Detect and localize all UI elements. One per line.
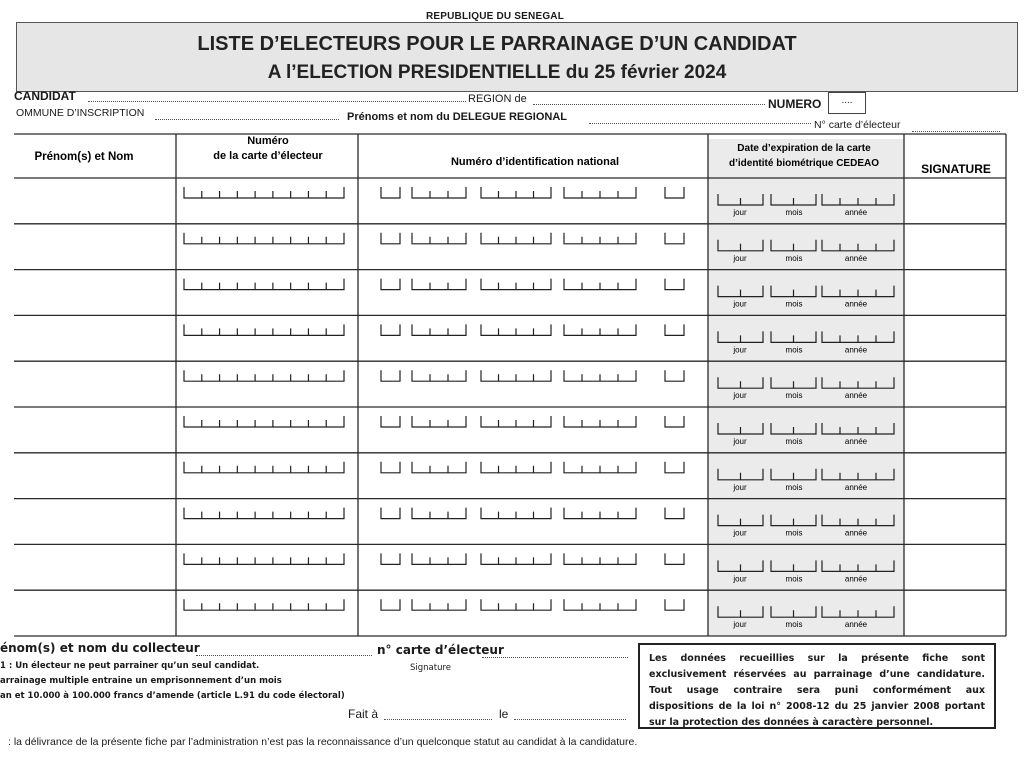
- commune-label: OMMUNE D’INSCRIPTION: [16, 107, 145, 119]
- nin-group-5[interactable]: [665, 324, 684, 335]
- nin-group-2[interactable]: [412, 233, 466, 244]
- date-label-0: jour: [733, 437, 747, 446]
- fait-a-label: Fait à: [348, 707, 379, 721]
- nin-group-3[interactable]: [481, 233, 551, 244]
- header-expiry-line2: d’identité biométrique CEDEAO: [728, 158, 880, 169]
- date-label-1: mois: [785, 253, 803, 263]
- voter-card-cells[interactable]: [184, 462, 344, 473]
- voter-card-cells[interactable]: [184, 279, 344, 290]
- nin-group-5[interactable]: [665, 370, 684, 381]
- date-label-1: mois: [785, 208, 803, 217]
- nin-group-1[interactable]: [381, 324, 400, 335]
- nin-group-2[interactable]: [412, 508, 466, 519]
- voter-card-cells[interactable]: [184, 553, 344, 564]
- collector-card-field[interactable]: [482, 657, 628, 658]
- nin-group-3[interactable]: [481, 324, 551, 335]
- nin-group-3[interactable]: [481, 508, 551, 519]
- nin-group-5[interactable]: [665, 187, 684, 198]
- date-label-0: jour: [733, 345, 747, 355]
- date-label-1: mois: [785, 437, 803, 446]
- nin-group-5[interactable]: [665, 279, 684, 290]
- nin-group-4[interactable]: [564, 508, 636, 519]
- date-label-1: mois: [785, 620, 803, 630]
- nin-group-3[interactable]: [481, 370, 551, 381]
- nin-group-4[interactable]: [564, 279, 636, 290]
- date-label-2: année: [844, 528, 868, 538]
- nin-group-1[interactable]: [381, 416, 400, 427]
- candidat-label: CANDIDAT: [14, 89, 76, 103]
- nin-group-4[interactable]: [564, 233, 636, 244]
- nin-group-1[interactable]: [381, 187, 400, 198]
- date-label-1: mois: [785, 345, 803, 355]
- note-2: arrainage multiple entraine un emprisonnement d’un mois: [0, 676, 282, 686]
- fait-a-field[interactable]: [384, 719, 492, 720]
- nin-group-4[interactable]: [564, 416, 636, 427]
- nin-group-3[interactable]: [481, 553, 551, 564]
- nin-group-1[interactable]: [381, 233, 400, 244]
- nin-group-3[interactable]: [481, 279, 551, 290]
- header-card-line1: Numéro: [247, 135, 289, 147]
- date-label-0: jour: [733, 620, 747, 630]
- nin-group-4[interactable]: [564, 462, 636, 473]
- header-nin: Numéro d’identification national: [450, 156, 620, 168]
- nin-group-1[interactable]: [381, 599, 400, 610]
- nin-group-2[interactable]: [412, 416, 466, 427]
- nin-group-3[interactable]: [481, 599, 551, 610]
- header-card-line2: de la carte d’électeur: [213, 150, 323, 162]
- nin-group-2[interactable]: [412, 599, 466, 610]
- nin-group-5[interactable]: [665, 599, 684, 610]
- date-label-2: année: [844, 345, 868, 355]
- title-line-1: LISTE D’ELECTEURS POUR LE PARRAINAGE D’UN CANDIDAT: [197, 33, 797, 55]
- nin-group-5[interactable]: [665, 416, 684, 427]
- date-label-2: année: [844, 208, 868, 217]
- collector-label: énom(s) et nom du collecteur: [0, 641, 200, 655]
- header-name: Prénom(s) et Nom: [34, 151, 134, 163]
- date-label-0: jour: [733, 253, 747, 263]
- date-label-2: année: [844, 437, 868, 446]
- nin-group-1[interactable]: [381, 279, 400, 290]
- date-label-2: année: [844, 391, 868, 401]
- date-label-2: année: [844, 574, 868, 584]
- disclaimer: : la délivrance de la présente fiche par l’administration n’est pas la reconnaissance d’un quelconque statut au candidat à la candidature.: [8, 736, 638, 748]
- date-label-0: jour: [733, 482, 747, 492]
- republic-label: REPUBLIQUE DU SENEGAL: [425, 11, 565, 22]
- nin-group-3[interactable]: [481, 416, 551, 427]
- nin-group-5[interactable]: [665, 508, 684, 519]
- voter-card-cells[interactable]: [184, 187, 344, 198]
- voter-card-cells[interactable]: [184, 416, 344, 427]
- numero-label: NUMERO: [768, 97, 822, 111]
- date-label-1: mois: [785, 528, 803, 538]
- nin-group-5[interactable]: [665, 233, 684, 244]
- date-label-1: mois: [785, 482, 803, 492]
- date-label-1: mois: [785, 299, 803, 309]
- voter-card-cells[interactable]: [184, 324, 344, 335]
- nin-group-4[interactable]: [564, 370, 636, 381]
- date-label-1: mois: [785, 574, 803, 584]
- data-protection-notice: Les données recueillies sur la présente fiche sont exclusivement réservées au parrainage d’une candidature. Tout usage contraire sera puni conformément aux dispositions de la loi n° 2008-12 du 25 janvier 2008 portant sur la protection des données à caractère personnel.: [638, 643, 996, 729]
- collector-card-label: n° carte d’électeur: [377, 643, 504, 657]
- carte-electeur-label: N° carte d’électeur: [814, 119, 901, 131]
- signature-label: Signature: [410, 663, 452, 673]
- nin-group-1[interactable]: [381, 508, 400, 519]
- date-label-0: jour: [733, 299, 747, 309]
- collector-field[interactable]: [196, 655, 372, 656]
- voter-card-cells[interactable]: [184, 508, 344, 519]
- nin-group-2[interactable]: [412, 279, 466, 290]
- title-line-2: A l’ELECTION PRESIDENTIELLE du 25 février 2024: [267, 62, 727, 83]
- nin-group-1[interactable]: [381, 462, 400, 473]
- numero-field[interactable]: ....: [828, 92, 866, 114]
- header-expiry-line1: Date d’expiration de la carte: [737, 143, 871, 154]
- nin-group-5[interactable]: [665, 462, 684, 473]
- voter-card-cells[interactable]: [184, 233, 344, 244]
- header-signature: SIGNATURE: [921, 162, 991, 176]
- nin-group-4[interactable]: [564, 553, 636, 564]
- voter-card-cells[interactable]: [184, 599, 344, 610]
- date-label-1: mois: [785, 391, 803, 401]
- nin-group-3[interactable]: [481, 462, 551, 473]
- date-label-0: jour: [733, 528, 747, 538]
- nin-group-2[interactable]: [412, 370, 466, 381]
- nin-group-2[interactable]: [412, 324, 466, 335]
- nin-group-5[interactable]: [665, 553, 684, 564]
- date-label-2: année: [844, 482, 868, 492]
- region-label: REGION de: [468, 93, 527, 105]
- voter-card-cells[interactable]: [184, 370, 344, 381]
- nin-group-4[interactable]: [564, 599, 636, 610]
- nin-group-4[interactable]: [564, 187, 636, 198]
- nin-group-2[interactable]: [412, 553, 466, 564]
- date-label-2: année: [844, 253, 868, 263]
- nin-group-4[interactable]: [564, 324, 636, 335]
- date-label-2: année: [844, 620, 868, 630]
- note-3: an et 10.000 à 100.000 francs d’amende (article L.91 du code électoral): [0, 691, 345, 701]
- nin-group-2[interactable]: [412, 462, 466, 473]
- nin-group-1[interactable]: [381, 553, 400, 564]
- note-1: 1 : Un électeur ne peut parrainer qu’un seul candidat.: [0, 661, 260, 671]
- le-field[interactable]: [514, 719, 626, 720]
- nin-group-1[interactable]: [381, 370, 400, 381]
- date-label-0: jour: [733, 208, 747, 217]
- delegue-label: Prénoms et nom du DELEGUE REGIONAL: [347, 111, 568, 123]
- date-label-0: jour: [733, 391, 747, 401]
- nin-group-2[interactable]: [412, 187, 466, 198]
- le-label: le: [499, 707, 509, 721]
- date-label-0: jour: [733, 574, 747, 584]
- date-label-2: année: [844, 299, 868, 309]
- nin-group-3[interactable]: [481, 187, 551, 198]
